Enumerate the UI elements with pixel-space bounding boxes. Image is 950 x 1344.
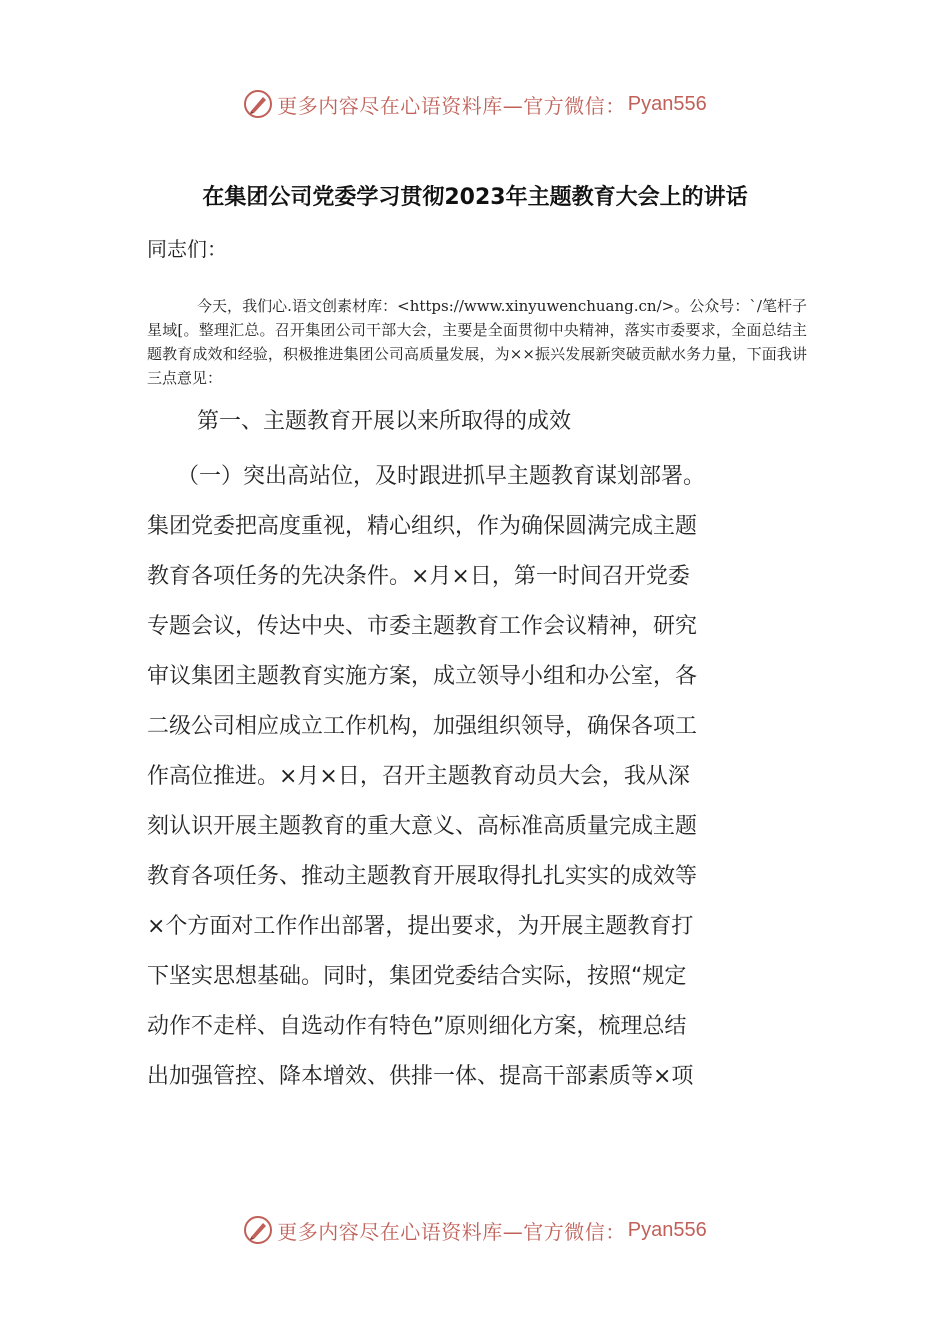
- body-line: 专题会议，传达中央、市委主题教育工作会议精神，研究: [147, 614, 698, 639]
- pen-circle-logo-icon: [243, 1215, 273, 1245]
- watermark-wechat-id: Pyan556: [627, 1218, 707, 1241]
- watermark-wechat-id: Pyan556: [627, 92, 707, 115]
- body-paragraph: [147, 452, 807, 1102]
- body-line: 动作不走样、自选动作有特色”原则细化方案，梳理总结: [147, 1014, 687, 1039]
- header-watermark: [0, 84, 950, 124]
- body-line: 出加强管控、降本增效、供排一体、提高干部素质等×项: [147, 1064, 694, 1089]
- body-line: 下坚实思想基础。同时，集团党委结合实际，按照“规定: [147, 964, 687, 989]
- body-line: （一）突出高站位，及时跟进抓早主题教育谋划部署。: [177, 464, 706, 489]
- body-line: 二级公司相应成立工作机构，加强组织领导，确保各项工: [147, 714, 698, 739]
- intro-paragraph: 今天，我们心.语文创素材库：<https://www.xinyuwenchuang.cn/>。公众号：`/笔杆子星域[。整理汇总。召开集团公司干部大会，主要是全面贯彻中央精神，落实市委要求，全面总结主题教育成效和经验，积极推进集团公司高质量发展，为××振兴发展新突破贡献水务力量，下面我讲三点意见：: [147, 297, 807, 387]
- body-line: 集团党委把高度重视，精心组织，作为确保圆满完成主题: [147, 514, 698, 539]
- body-line: ×个方面对工作作出部署，提出要求，为开展主题教育打: [147, 914, 694, 939]
- watermark-text: 更多内容尽在心语资料库—官方微信：: [277, 1219, 626, 1244]
- pen-circle-logo-icon: [243, 89, 273, 119]
- footer-watermark: [0, 1210, 950, 1250]
- body-line: 刻认识开展主题教育的重大意义、高标准高质量完成主题: [147, 814, 698, 839]
- body-line: 审议集团主题教育实施方案，成立领导小组和办公室，各: [147, 664, 698, 689]
- document-title: 在集团公司党委学习贯彻2023年主题教育大会上的讲话: [202, 185, 748, 210]
- body-line: 教育各项任务、推动主题教育开展取得扎扎实实的成效等: [147, 864, 698, 889]
- watermark-text: 更多内容尽在心语资料库—官方微信：: [277, 93, 626, 118]
- greeting: 同志们：: [147, 237, 227, 261]
- section-heading: 第一、主题教育开展以来所取得的成效: [197, 409, 572, 434]
- body-line: 教育各项任务的先决条件。×月×日，第一时间召开党委: [147, 564, 690, 589]
- body-line: 作高位推进。×月×日，召开主题教育动员大会，我从深: [147, 764, 690, 789]
